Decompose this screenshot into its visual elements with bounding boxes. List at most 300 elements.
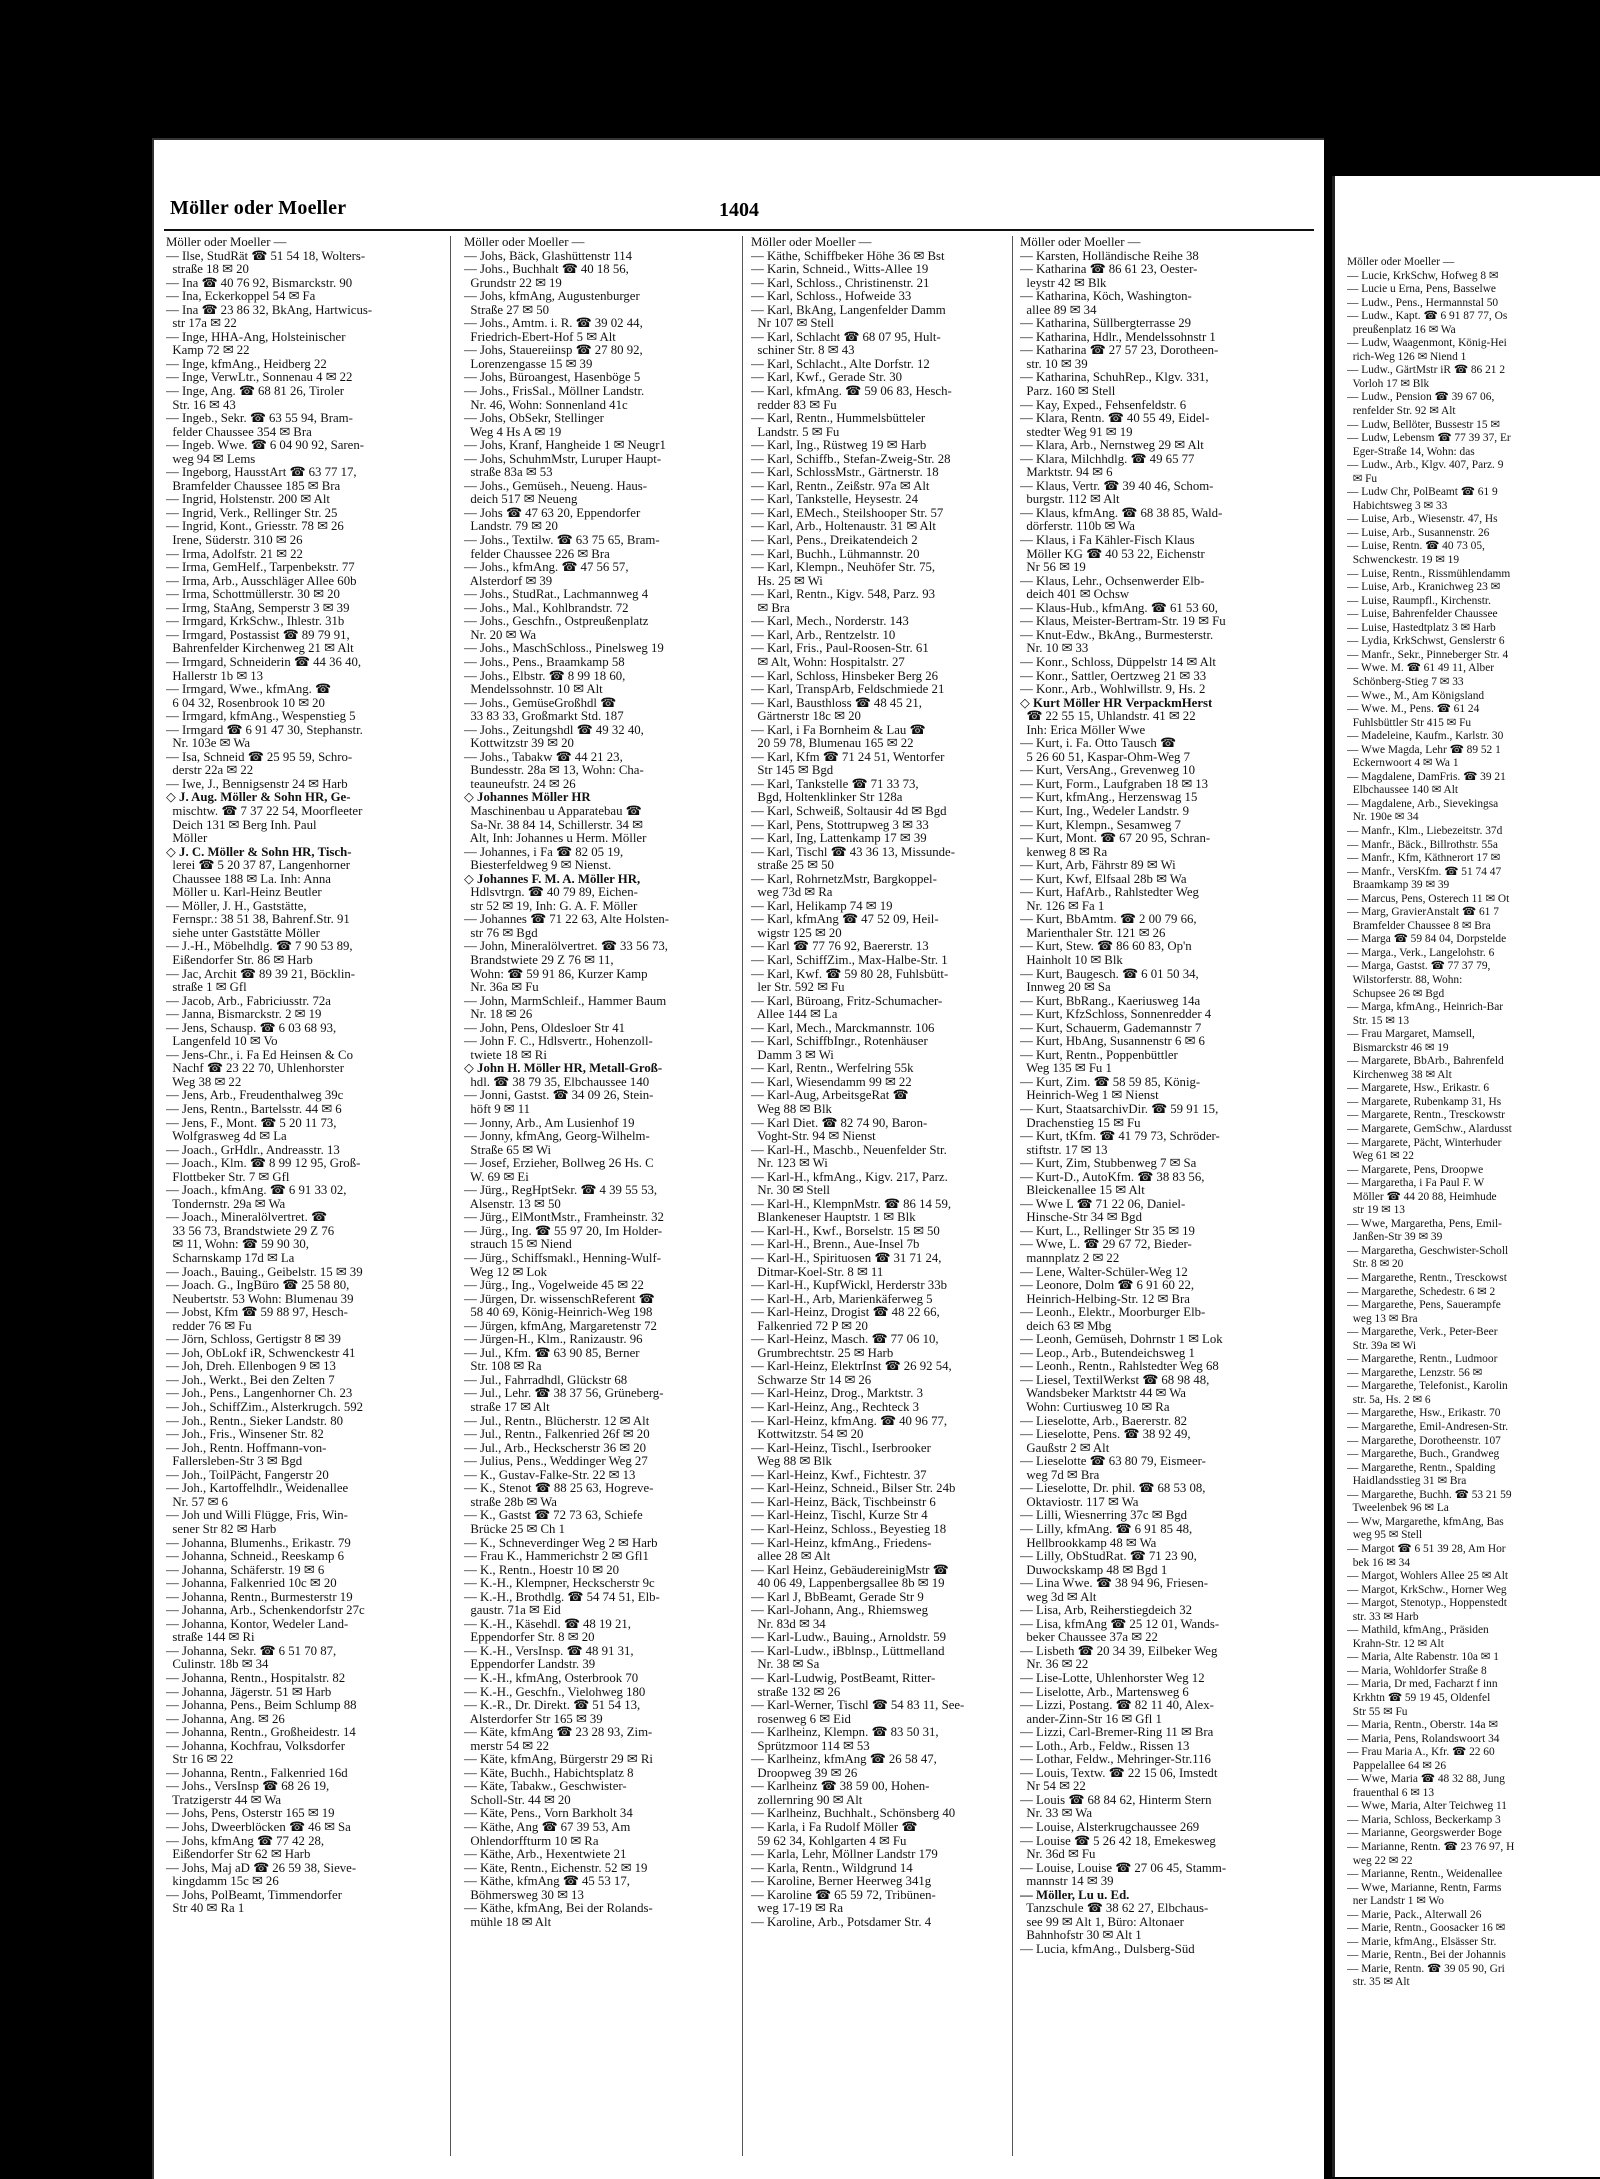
directory-entry-line: — Käte, kfmAng, Bürgerstr 29 ✉ Ri [464,1753,653,1767]
directory-entry-line: ler Str. 592 ✉ Fu [751,981,845,995]
directory-entry-line: Bahrenfelder Kirchenweg 21 ✉ Alt [166,642,354,656]
directory-entry-line: Weg 12 ✉ Lok [464,1265,548,1279]
directory-entry-line: Oktaviostr. 117 ✉ Wa [1020,1495,1139,1509]
directory-entry-line: — Manfr., VersKfm. ☎ 51 74 47 [1347,865,1502,878]
directory-entry-line: — Wwe, Marianne, Rentn, Farms [1347,1881,1502,1894]
directory-entry-line: — Lisa, kfmAng ☎ 25 12 01, Wands- [1020,1617,1220,1631]
directory-entry-line: — Karla, Lehr, Möllner Landstr 179 [751,1848,938,1862]
directory-entry-line: ◇ Johannes F. M. A. Möller HR, [464,872,641,886]
directory-entry-line: — Magdalene, Arb., Sievekingsa [1347,797,1499,810]
directory-entry-line: — Irmgard, kfmAng., Wespenstieg 5 [166,710,356,724]
directory-entry-line: Marienthaler Str. 121 ✉ 26 [1020,926,1166,940]
directory-entry-line: — Johanna, Falkenried 10c ✉ 20 [166,1577,337,1591]
directory-entry-line: — Margarethe, Telefonist., Karolin [1347,1380,1508,1393]
directory-entry-line: — Kay, Exped., Fehsenfeldstr. 6 [1020,398,1187,412]
directory-entry-line: — Jul., Rentn., Falkenried 26f ✉ 20 [464,1428,650,1442]
directory-entry-line: — Ina ☎ 40 76 92, Bismarckstr. 90 [166,276,353,290]
directory-entry-line: — Joach., Mineralölvertret. ☎ [166,1211,327,1225]
directory-entry-line: Damm 3 ✉ Wi [751,1048,834,1062]
directory-entry-line: — Konr., Schloss, Düppelstr 14 ✉ Alt [1020,655,1216,669]
directory-column-4 [1020,236,1292,2166]
directory-entry-line: — Karl, Mech., Norderstr. 143 [751,615,909,629]
directory-entry-line: — Karl, Kfm ☎ 71 24 51, Wentorfer [751,750,945,764]
directory-entry-line: — Maria, Wohldorfer Straße 8 [1347,1664,1487,1677]
directory-entry-line: Vorloh 17 ✉ Blk [1347,377,1430,390]
directory-entry-line: weg 73d ✉ Ra [751,886,833,900]
directory-entry-line: — Lieselotte, Arb., Baererstr. 82 [1020,1414,1188,1428]
directory-entry-line: — Johanna, Sekr. ☎ 6 51 70 87, [166,1644,337,1658]
directory-entry-line: — Kurt, i. Fa. Otto Tausch ☎ [1020,737,1176,751]
directory-entry-line: — Karl, Tischl ☎ 43 36 13, Missunde- [751,845,955,859]
directory-entry-line: see 99 ✉ Alt 1, Büro: Altonaer [1020,1915,1184,1929]
directory-entry-line: — Ludw, Bellöter, Bussestr 15 ✉ [1347,418,1500,431]
directory-entry-line: Nachf ☎ 23 22 70, Uhlenhorster [166,1062,344,1076]
directory-entry-line: — Manfr., Bäck., Billrothstr. 55a [1347,838,1498,851]
directory-entry-line: Str 145 ✉ Bgd [751,764,834,778]
directory-entry-line: — K., Rentn., Hoestr 10 ✉ 20 [464,1563,620,1577]
directory-entry-line: Culinstr. 18b ✉ 34 [166,1658,269,1672]
directory-entry-line: Kirchenweg 38 ✉ Alt [1347,1068,1452,1081]
directory-entry-line: ner Landstr 1 ✉ Wo [1347,1895,1444,1908]
directory-entry-line: str. 5a, Hs. 2 ✉ 6 [1347,1393,1431,1406]
directory-entry-line: Nr. 36d ✉ Fu [1020,1848,1096,1862]
directory-entry-line: — Kurt, Stew. ☎ 86 60 83, Op'n [1020,940,1192,954]
directory-entry-line: Wandsbeker Marktstr 44 ✉ Wa [1020,1387,1186,1401]
directory-entry-line: Nr 54 ✉ 22 [1020,1780,1086,1794]
directory-entry-line: — Johanna, Jägerstr. 51 ✉ Harb [166,1685,332,1699]
directory-entry-line: — Knut-Edw., BkAng., Burmesterstr. [1020,628,1214,642]
directory-entry-line: — Karl, Schiffb., Stefan-Zweig-Str. 28 [751,452,951,466]
directory-entry-line: — Karin, Schneid., Witts-Allee 19 [751,263,929,277]
directory-entry-line: ✉ Bra [751,601,790,615]
directory-entry-line: — Margarethe, Buch., Grandweg [1347,1448,1500,1461]
directory-entry-line: deich 517 ✉ Neueng [464,493,578,507]
directory-entry-line: Elbchaussee 140 ✉ Alt [1347,784,1459,797]
directory-entry-line: — Johs, SchuhmMstr, Luruper Haupt- [464,452,662,466]
directory-entry-line: Schwarze Str 14 ✉ 26 [751,1373,872,1387]
directory-entry-line: — Maria, Pens, Rolandswoort 34 [1347,1732,1500,1745]
directory-entry-line: — Karl, Pens., Dreikatendeich 2 [751,534,918,548]
directory-entry-line: — Irma, Arb., Ausschläger Allee 60b [166,574,357,588]
directory-entry-line: — Lina Wwe. ☎ 38 94 96, Friesen- [1020,1577,1209,1591]
directory-entry-line: Wohn: Curtiusweg 10 ✉ Ra [1020,1401,1170,1415]
directory-entry-line: — Jens, Rentn., Bartelsstr. 44 ✉ 6 [166,1103,342,1116]
directory-entry-line: — Klara, Rentn. ☎ 40 55 49, Eidel- [1020,412,1210,426]
directory-entry-line: Sa-Nr. 38 84 14, Schillerstr. 34 ✉ [464,818,643,832]
directory-entry-line: Wilstorferstr. 88, Wohn: [1347,973,1463,986]
directory-entry-line: — Ingrid, Kont., Griesstr. 78 ✉ 26 [166,520,344,534]
directory-entry-line: — Kurt, Rentn., Poppenbüttler [1020,1048,1178,1062]
directory-entry-line: — Johs., MaschSchloss., Pinelsweg 19 [464,642,664,656]
directory-entry-line: — Karl-H., Kwf., Borselstr. 15 ✉ 50 [751,1224,940,1238]
directory-entry-line: Hinsche-Str 34 ✉ Bgd [1020,1211,1142,1225]
directory-entry-line: — Johanna, Blumenhs., Erikastr. 79 [166,1536,351,1550]
directory-entry-line: — Karl, Tankstelle ☎ 71 33 73, [751,777,919,791]
directory-entry-line: — Leonh., Elektr., Moorburger Elb- [1020,1306,1206,1320]
directory-entry-line: Möller ☎ 44 20 88, Heimhude [1347,1190,1497,1203]
directory-entry-line: straße 144 ✉ Ri [166,1631,255,1645]
directory-entry-line: — Joh., Rentn., Sieker Landstr. 80 [166,1414,344,1428]
directory-entry-line: — Joh., Kartoffelhdlr., Weidenallee [166,1482,349,1496]
directory-entry-line: — Karl-H., KupfWickl, Herderstr 33b [751,1279,948,1293]
directory-entry-line: Deich 131 ✉ Berg Inh. Paul [166,818,317,832]
directory-entry-line: Nr. 57 ✉ 6 [166,1495,228,1509]
directory-entry-line: — Irmgard, Schneiderin ☎ 44 36 40, [166,655,362,669]
directory-entry-line: Maschinenbau u Apparatebau ☎ [464,804,642,818]
directory-entry-line: — Karl-Ludw., Bauing., Arnoldstr. 59 [751,1631,947,1645]
directory-entry-line: Fuhlsbüttler Str 415 ✉ Fu [1347,716,1472,729]
directory-entry-line: — Magdalene, DamFris. ☎ 39 21 [1347,770,1506,783]
directory-entry-line: Fallersleben-Str 3 ✉ Bgd [166,1455,303,1469]
directory-entry-line: — Luise, Bahrenfelder Chaussee [1347,608,1498,621]
directory-entry-line: — Lieselotte, Dr. phil. ☎ 68 53 08, [1020,1482,1206,1496]
directory-entry-line: — Joach. G., IngBüro ☎ 25 58 80, [166,1279,350,1293]
directory-entry-line: — Wwe Magda, Lehr ☎ 89 52 1 [1347,743,1501,756]
directory-entry-line: Str. 8 ✉ 20 [1347,1258,1404,1271]
directory-entry-line: str 52 ✉ 19, Inh: G. A. F. Möller [464,899,638,913]
directory-entry-line: Janßen-Str 39 ✉ 39 [1347,1231,1443,1244]
directory-entry-line: — Johs., Tabakw ☎ 44 21 23, [464,750,623,764]
directory-entry-line: — Johs, Kranf, Hangheide 1 ✉ Neugr1 [464,439,666,453]
directory-entry-line: Fernspr.: 38 51 38, Bahrenf.Str. 91 [166,913,350,927]
directory-entry-line: — Joach., Bauing., Geibelstr. 15 ✉ 39 [166,1265,363,1279]
directory-entry-line: Bahnhofstr 30 ✉ Alt 1 [1020,1929,1142,1943]
directory-entry-line: — Karl-Heinz, Tischl., Iserbrooker [751,1441,931,1455]
directory-entry-line: Bgd, Holtenklinker Str 128a [751,791,903,805]
directory-entry-line: — Ww, Margarethe, kfmAng, Bas [1347,1515,1504,1528]
directory-entry-line: — Luise, Rentn., Rissmühlendamm [1347,567,1511,580]
directory-entry-line: Str 55 ✉ Fu [1347,1705,1408,1718]
directory-entry-line: Schupsee 26 ✉ Bgd [1347,987,1445,1000]
directory-entry-line: Habichtsweg 3 ✉ 33 [1347,499,1448,512]
directory-entry-line: deich 401 ✉ Ochsw [1020,588,1130,602]
directory-entry-line: Nr. 190e ✉ 34 [1347,811,1419,824]
directory-entry-line: — Karl ☎ 77 76 92, Baererstr. 13 [751,940,929,954]
directory-entry-line: — Kurt, Klempn., Sesamweg 7 [1020,818,1182,832]
directory-entry-line: rosenweg 6 ✉ Eid [751,1712,851,1726]
directory-entry-line: — Joh., Rentn. Hoffmann-von- [166,1441,327,1455]
directory-entry-line: — K., Stenot ☎ 88 25 63, Hogreve- [464,1482,654,1496]
directory-entry-line: Biesterfeldweg 9 ✉ Nienst. [464,859,612,873]
directory-entry-line: Lorenzengasse 15 ✉ 39 [464,357,593,371]
directory-entry-line: 33 56 73, Brandstwiete 29 Z 76 [166,1224,335,1238]
directory-entry-line: leystr 42 ✉ Blk [1020,276,1107,290]
directory-entry-line: lerei ☎ 5 20 37 87, Langenhorner [166,859,351,873]
directory-entry-line: — Karl, Rentn., Hummelsbütteler [751,412,926,426]
directory-entry-line: — Karl, SchiffZim., Max-Halbe-Str. 1 [751,953,948,967]
directory-entry-line: Hdlsvtrgn. ☎ 40 79 89, Eichen- [464,886,638,900]
directory-entry-line: Gärtnerstr 18c ✉ 20 [751,710,861,724]
directory-entry-line: — Wwe. M., Pens. ☎ 61 24 [1347,703,1480,716]
directory-entry-line: hdl. ☎ 38 79 35, Elbchaussee 140 [464,1075,650,1089]
directory-entry-line: mannplatz 2 ✉ 22 [1020,1252,1120,1266]
directory-entry-line: — Jürg., Schiffsmakl., Henning-Wulf- [464,1252,661,1266]
directory-entry-line: Weg 135 ✉ Fu 1 [1020,1062,1112,1076]
directory-entry-line: — Johs., StudRat., Lachmannweg 4 [464,588,649,602]
directory-entry-line: Nr 56 ✉ 19 [1020,561,1086,575]
directory-entry-line: Blankeneser Hauptstr. 1 ✉ Blk [751,1211,916,1225]
directory-entry-line: — Wwe L ☎ 71 22 06, Daniel- [1020,1197,1186,1211]
directory-entry-line: — Karla, Rentn., Wildgrund 14 [751,1861,913,1875]
directory-entry-line: — K.-R., Dr. Direkt. ☎ 51 54 13, [464,1699,641,1713]
directory-entry-line: Scharnskamp 17d ✉ La [166,1252,295,1266]
directory-entry-line: straße 18 ✉ 20 [166,263,249,277]
directory-entry-line: — Irmgard, KrkSchw., Ihlestr. 31b [166,615,345,629]
directory-entry-line: — Louis ☎ 68 84 62, Hinterm Stern [1020,1793,1212,1807]
directory-entry-line: — Johs, kfmAng, Augustenburger [464,290,640,304]
directory-entry-line: — Ingrid, Verk., Rellinger Str. 25 [166,506,338,520]
directory-entry-line: Weg 38 ✉ 22 [166,1075,242,1089]
directory-entry-line: str 19 ✉ 13 [1347,1204,1405,1217]
directory-entry-line: mischtw. ☎ 7 37 22 54, Moorfleeter [166,804,363,818]
directory-entry-line: — Jul., Arb., Heckscherstr 36 ✉ 20 [464,1441,647,1455]
directory-entry-line: straße 83a ✉ 53 [464,466,553,480]
directory-entry-line: — Karla, i Fa Rudolf Möller ☎ [751,1820,918,1834]
directory-entry-line: — Irmgard ☎ 6 91 47 30, Stephanstr. [166,723,363,737]
directory-entry-line: — Ingeb. Wwe. ☎ 6 04 90 92, Saren- [166,439,365,453]
directory-entry-line: — Margarethe, Dorotheenstr. 107 [1347,1434,1501,1447]
directory-entry-line: — Karl-Heinz, Kwf., Fichtestr. 37 [751,1468,927,1482]
directory-entry-line: — Karl-H., KlempnMstr. ☎ 86 14 59, [751,1197,952,1211]
directory-entry-line: — Kurt, VersAng., Grevenweg 10 [1020,764,1195,778]
directory-entry-line: — Margaretha, i Fa Paul F. W [1347,1177,1485,1190]
directory-entry-line: — Karoline ☎ 65 59 72, Tribünen- [751,1888,936,1902]
directory-entry-line: stedter Weg 91 ✉ 19 [1020,425,1133,439]
directory-entry-line: — Karl, Fris., Paul-Roosen-Str. 61 [751,642,929,656]
directory-entry-line: — Luise, Raumpfl., Kirchenstr. [1347,594,1491,607]
directory-entry-line: — Karl-H., Maschb., Neuenfelder Str. [751,1143,947,1157]
directory-entry-line: — Jens-Chr., i. Fa Ed Heinsen & Co [166,1048,353,1062]
directory-entry-line: — Kurt, BbAmtm. ☎ 2 00 79 66, [1020,913,1197,927]
directory-entry-line: — Karl Heinz, GebäudereinigMstr ☎ [751,1563,949,1577]
directory-entry-line: Nr. 36a ✉ Fu [464,981,539,995]
directory-entry-line: — Leonh, Gemüseh, Dohrnstr 1 ✉ Lok [1020,1333,1223,1347]
directory-entry-line: Nr. 103e ✉ Wa [166,737,251,751]
directory-entry-line: weg 7d ✉ Bra [1020,1468,1100,1482]
directory-entry-line: — Kurt, Mont. ☎ 67 20 95, Schran- [1020,832,1211,846]
directory-entry-line: — Käte, Buchh., Habichtsplatz 8 [464,1766,634,1780]
directory-entry-line: Alsterdorfer Str 165 ✉ 39 [464,1712,603,1726]
directory-entry-line: — Karl, Büroang, Fritz-Schumacher- [751,994,943,1008]
directory-entry-line: — Jens, F., Mont. ☎ 5 20 11 73, [166,1116,337,1130]
directory-entry-line: Tanzschule ☎ 38 62 27, Elbchaus- [1020,1902,1209,1916]
header-rule [164,229,1314,231]
directory-entry-line: straße 28b ✉ Wa [464,1495,557,1509]
directory-entry-line: — Jobst, Kfm ☎ 59 88 97, Hesch- [166,1306,348,1320]
directory-entry-line: weg 17-19 ✉ Ra [751,1902,844,1916]
directory-entry-line: — Karl-H., kfmAng., Kigv. 217, Parz. [751,1170,948,1184]
directory-entry-line: Eißendorfer Str 62 ✉ Harb [166,1848,311,1862]
directory-entry-line: — K.-H., Käsehdl. ☎ 48 19 21, [464,1617,631,1631]
directory-entry-line: — K., Gustav-Falke-Str. 22 ✉ 13 [464,1468,636,1482]
directory-entry-line: — Karl, Ing., Rüstweg 19 ✉ Harb [751,439,927,453]
directory-entry-line: — Johs., Buchhalt ☎ 40 18 56, [464,263,629,277]
directory-entry-line: — Jörn, Schloss, Gertigstr 8 ✉ 39 [166,1333,341,1347]
directory-entry-line: — Karl-Heinz, Bäck, Tischbeinstr 6 [751,1495,936,1509]
directory-entry-line: — Klara, Milchhdlg. ☎ 49 65 77 [1020,452,1195,466]
directory-entry-line: — Kurt, Baugesch. ☎ 6 01 50 34, [1020,967,1199,981]
directory-entry-line: höft 9 ✉ 11 [464,1103,531,1116]
directory-entry-line: Kottwitzstr. 54 ✉ 20 [751,1428,864,1442]
directory-entry-line: — Karl-Aug, ArbeitsgeRat ☎ [751,1089,909,1103]
directory-entry-line: — Joh und Willi Flügge, Fris, Win- [166,1509,348,1523]
directory-entry-line: — Käte, Rentn., Eichenstr. 52 ✉ 19 [464,1861,648,1875]
directory-entry-line: Bismarckstr 46 ✉ 19 [1347,1041,1449,1054]
directory-entry-line: Str. 16 ✉ 43 [166,398,236,412]
directory-entry-line: Schwenckestr. 19 ✉ 19 [1347,554,1460,567]
directory-entry-line: — Klaus, kfmAng. ☎ 68 38 85, Wald- [1020,506,1223,520]
directory-entry-line: — Jacob, Arb., Fabriciusstr. 72a [166,994,331,1008]
directory-entry-line: stiftstr. 17 ✉ 13 [1020,1143,1108,1157]
directory-entry-line: — Irmgard, Wwe., kfmAng. ☎ [166,683,331,697]
directory-entry-line: Eppendorfer Landstr. 39 [464,1658,596,1672]
directory-entry-line: — Karl, Rentn., Werfelring 55k [751,1062,914,1076]
directory-entry-line: — Johs, PolBeamt, Timmendorfer [166,1888,342,1902]
directory-entry-line: — Margarethe, Rentn., Spalding [1347,1461,1496,1474]
directory-entry-line: Parz. 160 ✉ Stell [1020,385,1116,399]
directory-entry-line: frauenthal 6 ✉ 13 [1347,1786,1435,1799]
directory-entry-line: Nr. 30 ✉ Stell [751,1184,830,1198]
directory-entry-line: — Klaus, Lehr., Ochsenwerder Elb- [1020,574,1205,588]
directory-entry-line: Neubertstr. 53 Wohn: Blumenau 39 [166,1292,354,1306]
directory-entry-line: Nr. 36 ✉ 22 [1020,1658,1089,1672]
directory-entry-line: — Jac, Archit ☎ 89 39 21, Böcklin- [166,967,356,981]
directory-entry-line: — Louise ☎ 5 26 42 18, Emekesweg [1020,1834,1216,1848]
directory-entry-line: Hs. 25 ✉ Wi [751,574,823,588]
directory-entry-line: — Jul., Lehr. ☎ 38 37 56, Grüneberg- [464,1387,664,1401]
directory-entry-line: — Karl-Heinz, ElektrInst ☎ 26 92 54, [751,1360,952,1374]
directory-entry-line: — Johs., Pens., Braamkamp 58 [464,655,625,669]
running-head: Möller oder Moeller [170,197,347,219]
directory-entry-line: teauneufstr. 24 ✉ 26 [464,777,576,791]
directory-entry-line: — Marcus, Pens, Osterech 11 ✉ Ot [1347,892,1510,905]
directory-entry-line: — Karl, i Fa Bornheim & Lau ☎ [751,723,926,737]
directory-entry-line: — Frau K., Hammerichstr 2 ✉ Gfl1 [464,1550,649,1564]
directory-entry-line: — Karl-H., Spirituosen ☎ 31 71 24, [751,1252,942,1266]
directory-entry-line: — Margarethe, Rentn., Tresckowst [1347,1272,1507,1285]
directory-entry-line: — Johs, Bäck, Glashüttenstr 114 [464,249,633,263]
directory-entry-line: — Karl, Arb., Holtenaustr. 31 ✉ Alt [751,520,936,534]
directory-entry-line: ander-Zinn-Str 16 ✉ Gfl 1 [1020,1712,1162,1726]
directory-entry-line: — Johanna, Rentn., Falkenried 16d [166,1766,348,1780]
directory-entry-line: — Karl, Schloss, Hinsbeker Berg 26 [751,669,939,683]
directory-entry-line: — Karl-Ludw., iBblnsp., Lüttmelland [751,1644,945,1658]
directory-entry-line: Str 16 ✉ 22 [166,1753,234,1767]
directory-entry-line: Flottbeker Str. 7 ✉ Gfl [166,1170,290,1184]
directory-entry-line: — Wwe. M. ☎ 61 49 11, Alber [1347,662,1495,675]
directory-entry-line: str. 35 ✉ Alt [1347,1976,1410,1989]
directory-entry-line: Weg 88 ✉ Blk [751,1103,832,1116]
directory-entry-line: — Margarethe, Rentn., Ludmoor [1347,1353,1498,1366]
column-divider [1012,236,1013,2156]
directory-entry-line: — Jürg., Ing., Vogelweide 45 ✉ 22 [464,1279,644,1293]
directory-entry-line: — Johannes, i Fa ☎ 82 05 19, [464,845,624,859]
directory-entry-line: — Kurt, tKfm. ☎ 41 79 73, Schröder- [1020,1130,1220,1144]
directory-entry-line: — Luise, Hastedtplatz 3 ✉ Harb [1347,621,1496,634]
directory-entry-line: — Irma, GemHelf., Tarpenbekstr. 77 [166,561,355,575]
directory-entry-line: — Madeleine, Kaufm., Karlstr. 30 [1347,730,1504,743]
directory-entry-line: — Karlheinz ☎ 38 59 00, Hohen- [751,1780,930,1794]
directory-entry-line: Bramfelder Chaussee 185 ✉ Bra [166,479,341,493]
directory-entry-line: — Ludw., Kapt. ☎ 6 91 87 77, Os [1347,310,1508,323]
directory-entry-line: — Johs., FrisSal., Möllner Landstr. [464,385,645,399]
directory-entry-line: str 17a ✉ 22 [166,317,237,331]
directory-entry-line: — Karoline, Arb., Potsdamer Str. 4 [751,1915,932,1929]
directory-entry-line: zollernring 90 ✉ Alt [751,1793,863,1807]
directory-entry-line: — Karl-Heinz, Tischl, Kurze Str 4 [751,1509,928,1523]
directory-entry-line: Eger-Straße 14, Wohn: das [1347,445,1475,458]
directory-entry-line: — Margarete, Rentn., Tresckowstr [1347,1109,1505,1122]
directory-entry-line: — Johs., VersInsp ☎ 68 26 19, [166,1780,330,1794]
directory-entry-line: 20 59 78, Blumenau 165 ✉ 22 [751,737,914,751]
directory-entry-line: 6 04 32, Rosenbrook 10 ✉ 20 [166,696,325,710]
directory-entry-line: — Luise, Arb., Susannenstr. 26 [1347,526,1490,539]
directory-entry-line: Möller [166,832,208,846]
directory-entry-line: — Ingeb., Sekr. ☎ 63 55 94, Bram- [166,412,353,426]
directory-entry-line: — Johanna, Pens., Beim Schlump 88 [166,1699,357,1713]
directory-entry-line: — Karl, Bausthloss ☎ 48 45 21, [751,696,922,710]
directory-entry-line: — Lydia, KrkSchwst, Genslerstr 6 [1347,635,1505,648]
directory-entry-line: — Kurt, Arb, Fährstr 89 ✉ Wi [1020,859,1176,873]
directory-entry-line: — Karl, Wiesendamm 99 ✉ 22 [751,1075,912,1089]
directory-entry-line: — Jürgen, kfmAng, Margaretenstr 72 [464,1319,657,1333]
directory-entry-line: W. 69 ✉ Ei [464,1170,529,1184]
directory-entry-line: — Johanna, Rentn., Hospitalstr. 82 [166,1671,346,1685]
directory-entry-line: Heinrich-Weg 1 ✉ Nienst [1020,1089,1159,1103]
directory-entry-line: — Louise, Alsterkrugchaussee 269 [1020,1820,1200,1834]
directory-entry-line: — Johs., GemüseGroßhdl ☎ [464,696,617,710]
directory-entry-line: — Katharina, Süllbergterrasse 29 [1020,317,1192,331]
directory-entry-line: — Isa, Schneid ☎ 25 95 59, Schro- [166,750,353,764]
directory-entry-line: renfelder Str. 92 ✉ Alt [1347,405,1456,418]
directory-entry-line: Tratzigerstr 44 ✉ Wa [166,1793,282,1807]
directory-entry-line: — Jonny, Arb., Am Lusienhof 19 [464,1116,635,1130]
directory-entry-line: — Margarete, GemSchw., Alardusst [1347,1123,1512,1135]
directory-entry-line: ◇ John H. Möller HR, Metall-Groß- [464,1062,663,1076]
directory-entry-line: — Kurt, Form., Laufgraben 18 ✉ 13 [1020,777,1209,791]
directory-entry-line: — Marga., Verk., Langelohstr. 6 [1347,946,1495,959]
directory-entry-line: — Johs., Geschfn., Ostpreußenplatz [464,615,649,629]
directory-entry-line: — Johs, ObSekr, Stellinger [464,412,604,426]
directory-entry-line: — Marga ☎ 59 84 04, Dorpstelde [1347,933,1507,946]
directory-entry-line: — Lucie, KrkSchw, Hofweg 8 ✉ [1347,269,1499,282]
directory-entry-line: — Karl-Heinz, Ang., Rechteck 3 [751,1401,920,1415]
directory-entry-line: Str. 15 ✉ 13 [1347,1014,1410,1027]
directory-entry-line: Möller oder Moeller — [464,236,585,249]
directory-entry-line: — Karl Diet. ☎ 82 74 90, Baron- [751,1116,928,1130]
directory-entry-line: — Marie, Pack., Alterwall 26 [1347,1908,1482,1921]
directory-entry-line: Weg 61 ✉ 22 [1347,1150,1414,1163]
column-divider [742,236,743,2156]
directory-entry-line: — Marga, Gastst. ☎ 77 37 79, [1347,960,1491,973]
directory-entry-line: — Margaretha, Geschwister-Scholl [1347,1244,1509,1257]
directory-entry-line: — Lilly, ObStudRat. ☎ 71 23 90, [1020,1550,1197,1564]
directory-entry-line: — Kurt, Kwf, Elfsaal 28b ✉ Wa [1020,872,1187,886]
directory-entry-line: Landstr. 79 ✉ 20 [464,520,558,534]
directory-entry-line: — Karl, Rentn., Zeißstr. 97a ✉ Alt [751,479,930,493]
directory-entry-line: — Janna, Bismarckstr. 2 ✉ 19 [166,1008,322,1022]
directory-entry-line: — Marie, Rentn. ☎ 39 05 90, Gri [1347,1962,1505,1975]
directory-entry-line: — Karl, EMech., Steilshooper Str. 57 [751,506,944,520]
directory-entry-line: weg 95 ✉ Stell [1347,1529,1423,1542]
directory-entry-line: — Margarete, BbArb., Bahrenfeld [1347,1055,1504,1068]
directory-entry-line: preußenplatz 16 ✉ Wa [1347,323,1456,336]
directory-entry-line: — Marie, Rentn., Bei der Johannis [1347,1949,1506,1962]
directory-entry-line: ✉ Alt, Wohn: Hospitalstr. 27 [751,655,905,669]
directory-entry-line: — Marianne, Georgswerder Boge [1347,1827,1502,1840]
directory-entry-line: — Ludw., Pens., Hermannstal 50 [1347,296,1499,309]
directory-entry-line: straße 132 ✉ 26 [751,1685,841,1699]
